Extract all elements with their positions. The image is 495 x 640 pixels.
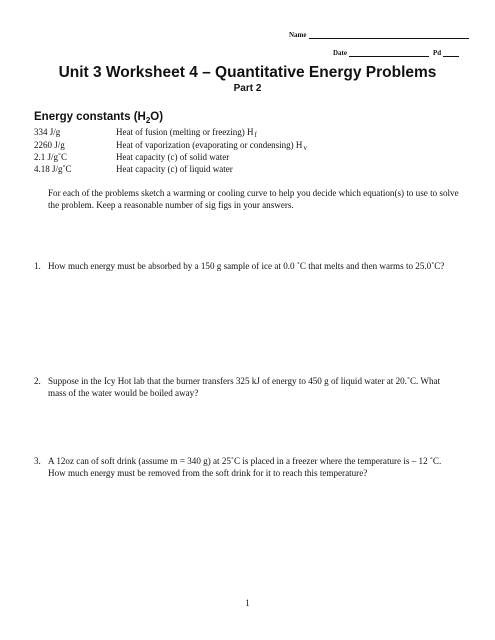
question-text: How much energy must be absorbed by a 150 g sample of ice at 0.0 ˚C that melts and then warms to 25.0˚C? [48,261,445,271]
page-subtitle: Part 2 [233,83,262,94]
constant-value: 2.1 J/g˚C [34,152,68,163]
question-number: 1. [34,261,41,271]
constant-description: Heat of fusion (melting or freezing) $H_f$ [116,127,257,139]
period-label: Pd [433,49,442,57]
question-number: 2. [34,376,41,386]
constants-heading [34,111,163,123]
constant-description: Heat of vaporization (evaporating or condensing) $H_v$ [116,139,307,152]
page-number: 1 [245,598,250,608]
name-line [309,30,469,39]
constant-value: 334 J/g [34,127,61,137]
question-2 [34,376,454,399]
constants-heading-subscript: 2 [145,116,151,125]
constant-symbol-subscript: f [254,131,257,139]
constant-description: Heat capacity (c) of solid water [116,152,230,163]
name-field [289,30,469,39]
date-label: Date [333,49,347,57]
constant-row [34,164,307,176]
period-line [443,48,459,57]
constants-list [34,127,307,175]
constants-heading-prefix: Energy constants (H [34,111,146,123]
constant-symbol-subscript: v [303,143,307,152]
date-line [349,48,429,57]
constant-value: 4.18 J/g˚C [34,163,72,174]
constants-heading-suffix: O) [150,111,164,123]
date-period-field [333,48,459,57]
constant-row [34,127,307,140]
question-number: 3. [34,456,41,466]
question-3 [34,456,454,479]
name-label: Name [289,31,307,39]
page-title: Unit 3 Worksheet 4 – Quantitative Energy Problems [58,64,437,81]
constant-value: 2260 J/g [34,139,65,150]
constant-row [34,152,307,164]
question-text: Suppose in the Icy Hot lab that the burner transfers 325 kJ of energy to 450 g of liquid water at 20.˚C. What mass of the water would be boiled away? [48,376,441,398]
constant-row [34,140,307,153]
question-text: A 12oz can of soft drink (assume m = 340 g) at 25˚C is placed in a freezer where the temperature is – 12 ˚C. How much energy must be removed from the soft drink for it to reach this temperature? [48,456,442,478]
question-1 [34,261,454,273]
constant-description: Heat capacity (c) of liquid water [116,163,233,174]
instructions-paragraph: For each of the problems sketch a warming or cooling curve to help you decide which equation(s) to use to solve the problem. Keep a reasonable number of sig figs in your answers. [48,188,459,210]
